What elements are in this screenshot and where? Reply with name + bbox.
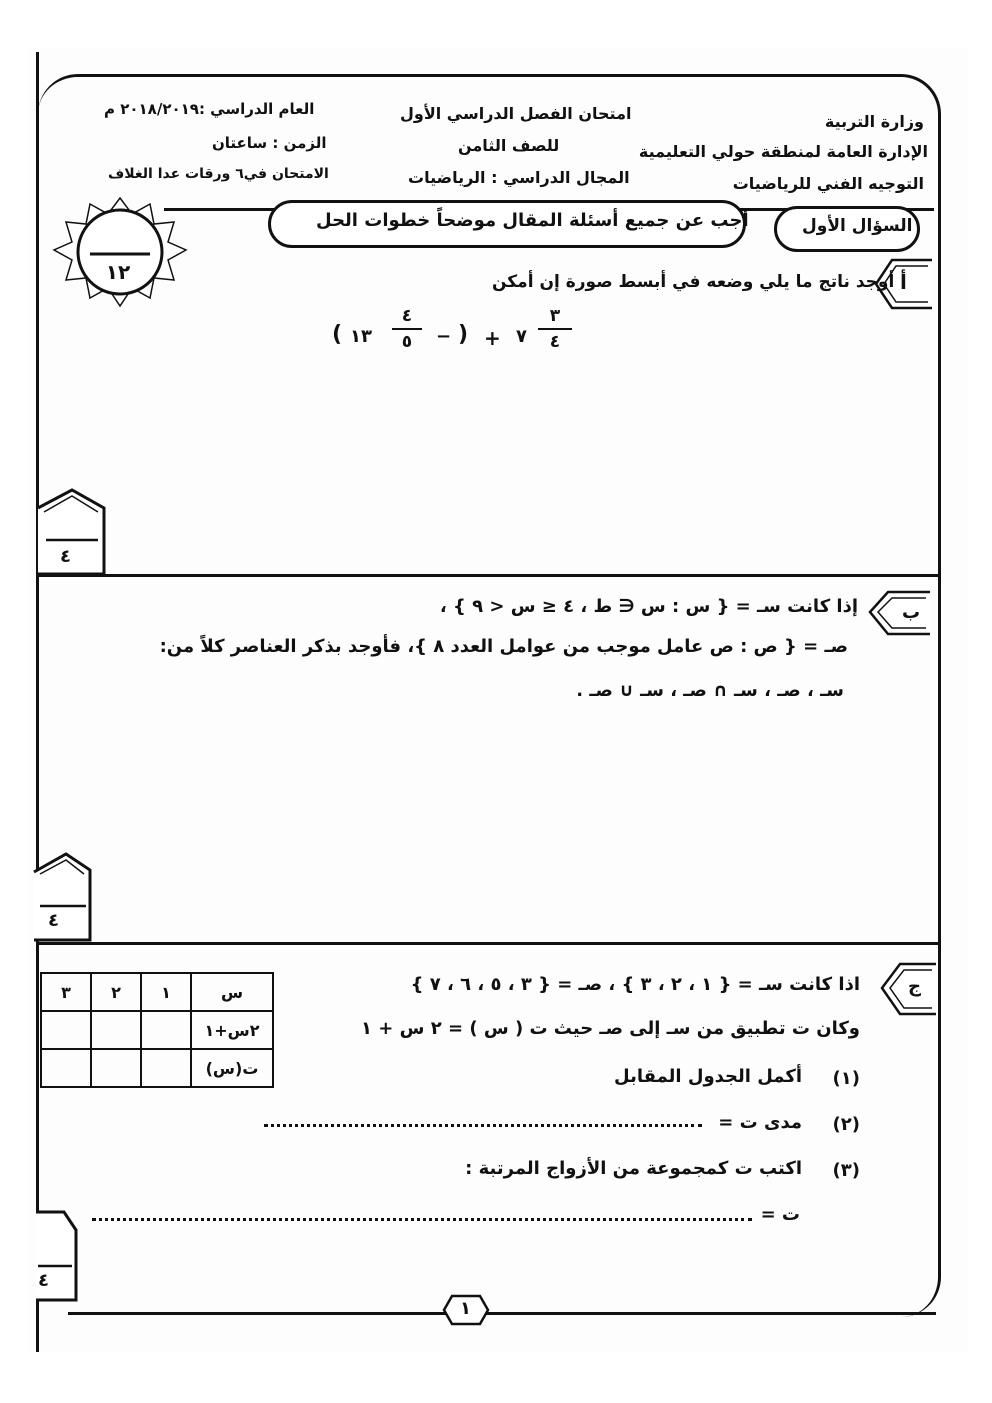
header-district: الإدارة العامة لمنطقة حولي التعليمية xyxy=(638,142,928,161)
table-header-x: س xyxy=(191,973,273,1011)
part-b-separator xyxy=(38,942,938,945)
table-row xyxy=(41,1011,273,1049)
header-subject: المجال الدراسي : الرياضيات xyxy=(408,168,630,187)
part-b-score: ٤ xyxy=(48,910,59,931)
part-c-item-2-text: مدى ت = xyxy=(718,1112,802,1133)
part-b-letter: ب xyxy=(902,602,921,623)
part-b-score-tab xyxy=(32,852,102,942)
expr-minus: − xyxy=(436,326,452,347)
table-header-expression: ٢س+١ xyxy=(191,1011,273,1049)
question-title: السؤال الأول xyxy=(802,216,913,236)
table-cell-blank[interactable] xyxy=(91,1011,141,1049)
table-cell-blank[interactable] xyxy=(41,1011,91,1049)
part-b-marker-icon xyxy=(866,588,932,638)
header-grade: للصف الثامن xyxy=(458,136,560,155)
table-x-value: ١ xyxy=(141,973,191,1011)
part-b-line-3: سـ ، صـ ، سـ ∩ صـ ، سـ ∪ صـ . xyxy=(576,680,844,701)
expr-whole-2: ١٣ xyxy=(350,326,372,347)
expr-fraction-2 xyxy=(392,306,422,352)
table-row xyxy=(41,973,273,1011)
expr-plus: + xyxy=(484,326,501,350)
header-exam-title: امتحان الفصل الدراسي الأول xyxy=(400,104,632,123)
instruction-text: أجب عن جميع أسئلة المقال موضحاً خطوات الحل xyxy=(316,210,749,231)
expr-den-2: ٥ xyxy=(401,332,413,352)
part-a-score-tab xyxy=(36,488,106,576)
total-score: ١٢ xyxy=(105,260,131,284)
part-c-line-2: وكان ت تطبيق من سـ إلى صـ حيث ت ( س ) = ٢ س + ١ xyxy=(361,1018,860,1039)
score-badge-icon xyxy=(50,196,190,308)
header-school-year: العام الدراسي :٢٠١٨/٢٠١٩ م xyxy=(104,100,315,118)
part-c-item-1-text: أكمل الجدول المقابل xyxy=(614,1066,802,1087)
table-cell-blank[interactable] xyxy=(141,1049,191,1087)
part-c-item-1-num: (١) xyxy=(832,1068,860,1089)
part-b-line-1: إذا كانت سـ = { س : س ∈ ط ، ٤ ≤ س < ٩ } ، xyxy=(439,596,858,617)
header-department: التوجيه الفني للرياضيات xyxy=(732,174,924,193)
part-c-item-3-num: (٣) xyxy=(832,1160,860,1181)
part-c-letter: ج xyxy=(908,976,921,997)
header-ministry: وزارة التربية xyxy=(824,112,924,131)
expr-close-paren: ) xyxy=(458,322,469,347)
table-cell-blank[interactable] xyxy=(141,1011,191,1049)
expr-num-2: ٤ xyxy=(401,306,413,326)
expr-fraction-1 xyxy=(538,306,572,352)
expr-num-1: ٣ xyxy=(549,306,561,326)
part-a-prompt: أوجد ناتج ما يلي وضعه في أبسط صورة إن أمكن xyxy=(492,272,895,292)
part-c-item-3-text: اكتب ت كمجموعة من الأزواج المرتبة : xyxy=(465,1158,802,1179)
part-a-letter: أ xyxy=(900,270,907,294)
bottom-border xyxy=(68,1312,936,1315)
ordered-pairs-answer-line[interactable] xyxy=(92,1218,752,1221)
table-x-value: ٣ xyxy=(41,973,91,1011)
left-margin-line xyxy=(36,52,39,1352)
header-pages: الامتحان في٦ ورقات عدا الغلاف xyxy=(108,166,329,182)
expr-den-1: ٤ xyxy=(549,332,561,352)
exam-page xyxy=(28,48,968,1353)
part-b-line-2: صـ = { ص : ص عامل موجب من عوامل العدد ٨ }، فأوجد بذكر العناصر كلاً من: xyxy=(159,636,848,657)
expr-open-paren: ( xyxy=(332,322,343,347)
ordered-pairs-label: ت = xyxy=(760,1204,800,1225)
expr-whole-1: ٧ xyxy=(516,326,527,347)
range-answer-line[interactable] xyxy=(264,1124,702,1127)
part-a-score: ٤ xyxy=(60,546,71,567)
table-cell-blank[interactable] xyxy=(41,1049,91,1087)
part-a-separator xyxy=(38,574,938,577)
table-cell-blank[interactable] xyxy=(91,1049,141,1087)
part-c-score: ٤ xyxy=(38,1270,49,1291)
part-c-line-1: اذا كانت سـ = { ١ ، ٢ ، ٣ } ، صـ = { ٣ ، ٥ ، ٦ ، ٧ } xyxy=(410,974,860,995)
table-row xyxy=(41,1049,273,1087)
table-x-value: ٢ xyxy=(91,973,141,1011)
header-duration: الزمن : ساعتان xyxy=(212,134,327,152)
table-header-function: ت(س) xyxy=(191,1049,273,1087)
function-table xyxy=(40,972,274,1088)
part-c-item-2-num: (٢) xyxy=(832,1114,860,1135)
page-number: ١ xyxy=(460,1298,471,1319)
